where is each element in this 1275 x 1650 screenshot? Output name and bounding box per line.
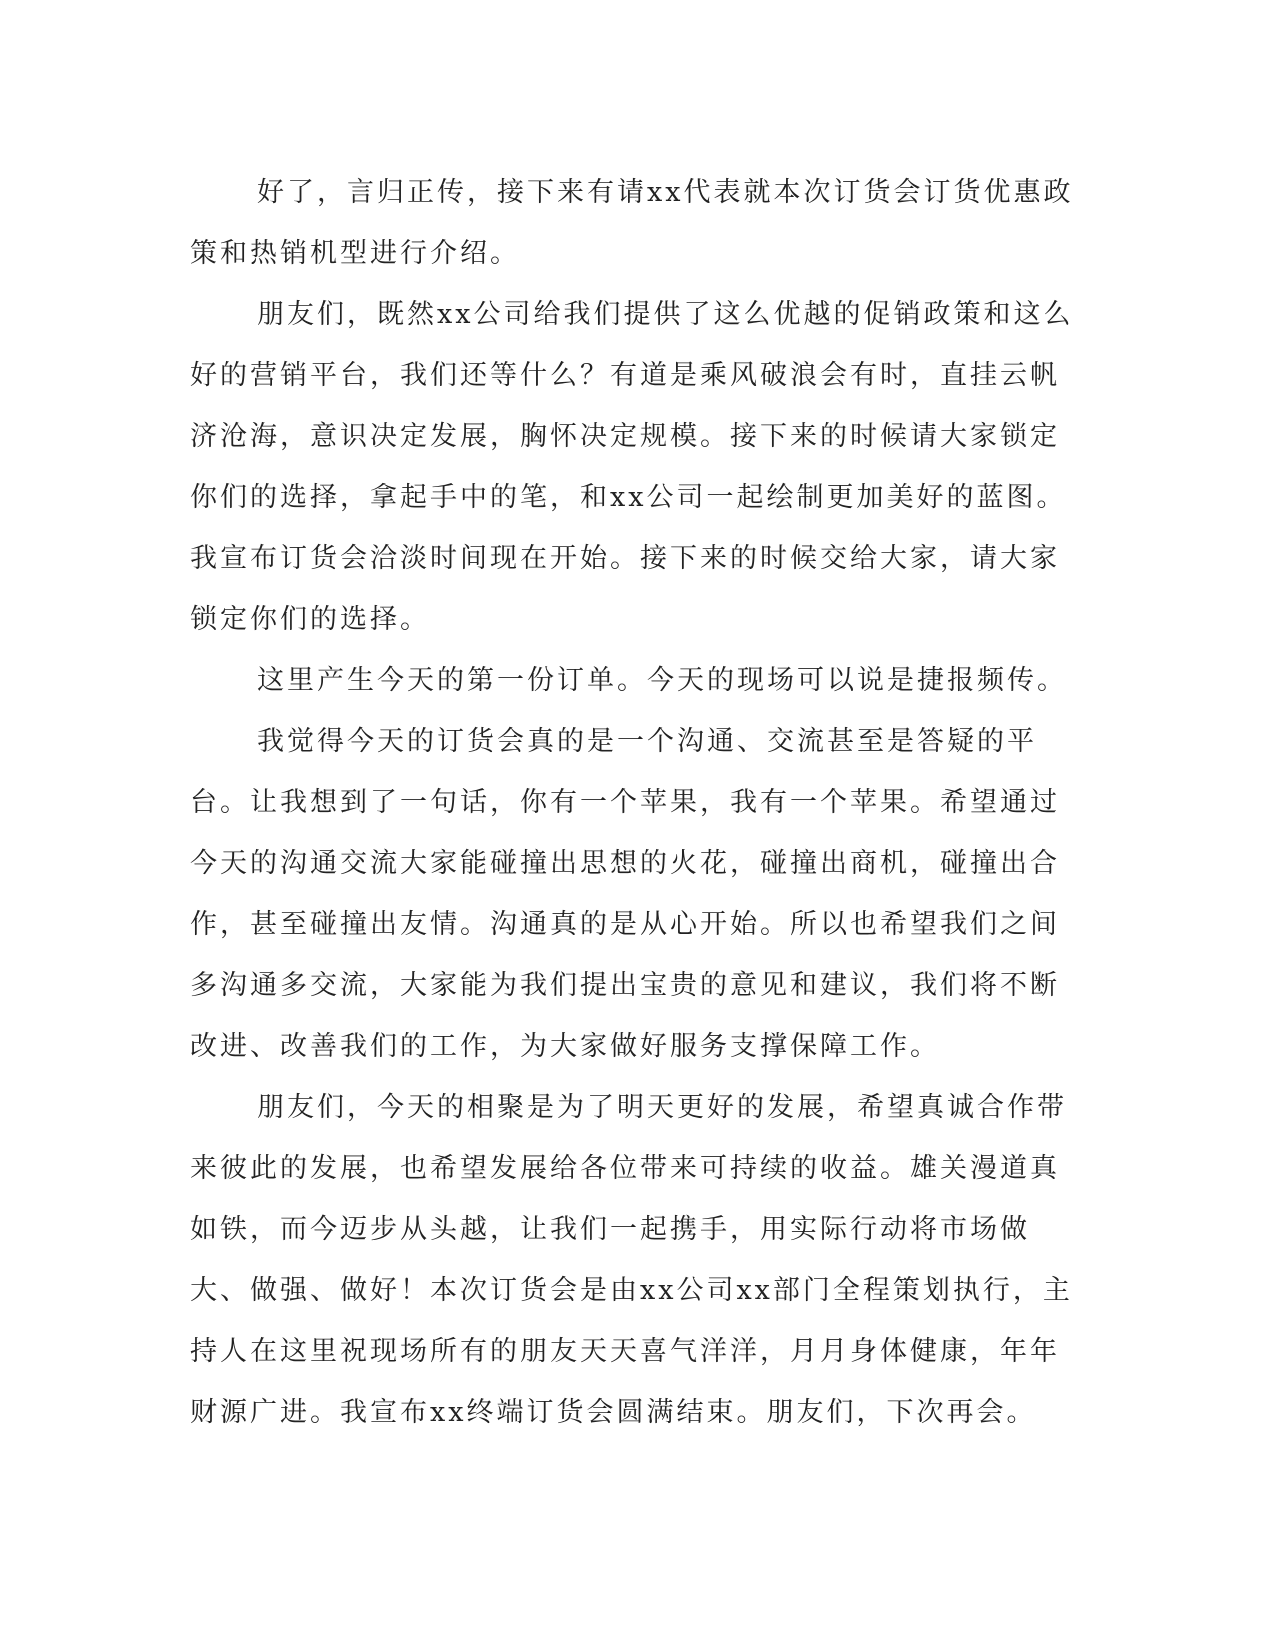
- paragraph: 朋友们，今天的相聚是为了明天更好的发展，希望真诚合作带来彼此的发展，也希望发展给各位带来可持续的收益。雄关漫道真如铁，而今迈步从头越，让我们一起携手，用实际行动将市场做大、做强、做好！本次订货会是由xx公司xx部门全程策划执行，主持人在这里祝现场所有的朋友天天喜气洋洋，月月身体健康，年年财源广进。我宣布xx终端订货会圆满结束。朋友们，下次再会。: [190, 1092, 1073, 1428]
- document-body: [190, 162, 1085, 1443]
- paragraph: 这里产生今天的第一份订单。今天的现场可以说是捷报频传。: [257, 665, 1067, 696]
- paragraph: 我觉得今天的订货会真的是一个沟通、交流甚至是答疑的平台。让我想到了一句话，你有一个苹果，我有一个苹果。希望通过今天的沟通交流大家能碰撞出思想的火花，碰撞出商机，碰撞出合作，甚至碰撞出友情。沟通真的是从心开始。所以也希望我们之间多沟通多交流，大家能为我们提出宝贵的意见和建议，我们将不断改进、改善我们的工作，为大家做好服务支撑保障工作。: [190, 726, 1060, 1062]
- paragraph: 朋友们，既然xx公司给我们提供了这么优越的促销政策和这么好的营销平台，我们还等什么？有道是乘风破浪会有时，直挂云帆济沧海，意识决定发展，胸怀决定规模。接下来的时候请大家锁定你们的选择，拿起手中的笔，和xx公司一起绘制更加美好的蓝图。我宣布订货会洽淡时间现在开始。接下来的时候交给大家，请大家锁定你们的选择。: [190, 299, 1074, 635]
- paragraph: 好了，言归正传，接下来有请xx代表就本次订货会订货优惠政策和热销机型进行介绍。: [190, 177, 1074, 269]
